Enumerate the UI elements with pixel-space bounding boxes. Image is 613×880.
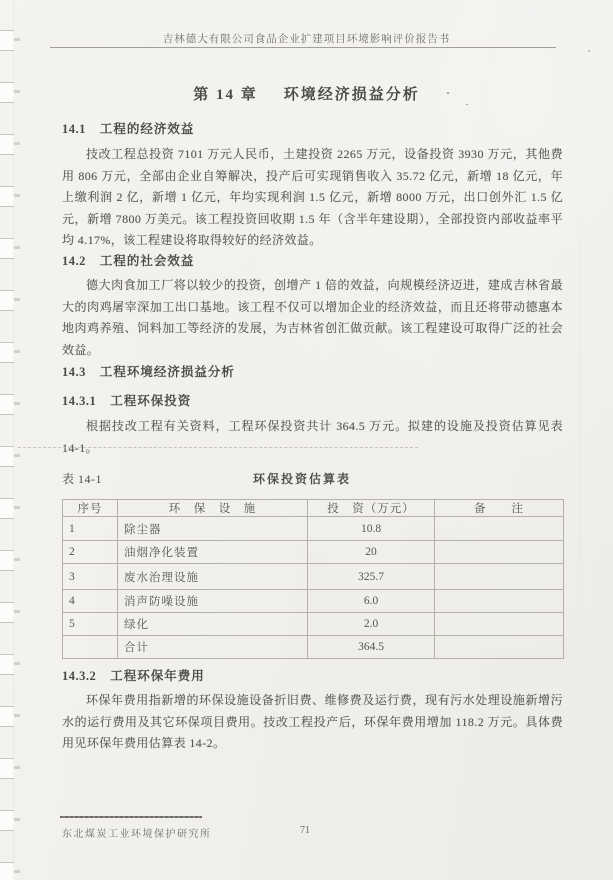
paragraph-economic-benefit: 技改工程总投资 7101 万元人民币，土建投资 2265 万元，设备投资 3930 万元，其他费用 806 万元，全部由企业自筹解决，投产后可实现销售收入 35.72 亿元，新增 18 亿元，年上缴利润 2 亿，新增 1 亿元，年均实现利润 1.5 亿元，新增 8000 万元，出口创外汇 1.5 亿元，新增 7800 万美元。该工程投资回收期 1.5 年（含半年建设期），全部投资内部收益率平均 4.17%，该工程建设将取得较好的经济效益。 [62,147,563,247]
running-header: 吉林德大有限公司食品企业扩建项目环境影响评价报告书 [162,34,451,45]
section-heading-14-3-2 [62,666,563,684]
section-title: 工程环保投资 [110,394,192,408]
table-total-row [63,636,564,659]
cell-no: 5 [63,613,118,636]
section-number: 14.3.1 [62,394,97,408]
section-heading-14-3-1 [62,391,563,409]
paragraph-env-investment: 根据技改工程有关资料，工程环保投资共计 364.5 万元。拟建的设施及投资估算见表 14-1。 [62,419,563,455]
cell-no: 1 [63,517,118,541]
col-header-facility: 环 保 设 施 [118,500,308,517]
section-title: 工程环保年费用 [110,669,205,683]
table-caption: 环保投资估算表 [252,472,351,486]
section-heading-14-1 [62,119,563,137]
cell-investment: 325.7 [308,564,435,590]
section-heading-14-2 [62,251,563,269]
col-header-investment: 投 资（万元） [308,500,435,517]
cell-investment: 2.0 [308,613,435,636]
table-caption-row [62,470,563,486]
binding-holes-artifact [0,0,14,880]
cell-facility: 油烟净化装置 [118,541,308,564]
footer-rule [60,816,202,818]
cell-investment: 6.0 [308,590,435,613]
col-header-note: 备 注 [435,500,564,517]
paragraph-annual-cost: 环保年费用指新增的环保设施设备折旧费、维修费及运行费，现有污水处理设施新增污水的运行费用及其它环保项目费用。技改工程投产后，环保年费用增加 118.2 万元。具体费用见环保年费用估算表 14-2。 [62,693,563,750]
cell-no: 2 [63,541,118,564]
cell-investment: 10.8 [308,517,435,541]
cell-investment: 20 [308,541,435,564]
col-header-no: 序号 [63,500,118,517]
chapter-number: 第 14 章 [193,87,258,103]
cell-investment: 364.5 [308,636,435,659]
chapter-name: 环境经济损益分析 [283,87,420,103]
footer-organization: 东北煤炭工业环境保护研究所 [62,829,212,840]
chapter-title [0,83,613,104]
scan-speck [588,50,590,52]
section-number: 14.3 [62,365,86,379]
section-number: 14.1 [62,122,86,136]
scan-crease-artifact [580,120,581,680]
cell-facility: 废水治理设施 [118,564,308,590]
section-title: 工程的社会效益 [99,254,195,268]
table-row [63,613,564,636]
header-rule [50,47,556,48]
section-title: 工程环境经济损益分析 [99,365,235,379]
cell-note [435,517,564,541]
scan-dashed-line-artifact [18,447,418,448]
cell-no: 4 [63,590,118,613]
section-number: 14.3.2 [62,669,97,683]
cell-facility: 消声防噪设施 [118,590,308,613]
table-row [63,564,564,590]
scan-speck [466,104,468,105]
table-row [63,517,564,541]
page-number: 71 [300,825,310,836]
section-number: 14.2 [62,254,86,268]
table-header-row [63,500,564,517]
cell-facility: 绿化 [118,613,308,636]
cell-note [435,564,564,590]
table-label: 表 14-1 [62,472,102,486]
section-heading-14-3 [62,362,563,380]
binding-tick-marks-artifact [14,0,20,880]
cell-no [63,636,118,659]
cell-no: 3 [63,564,118,590]
cell-note [435,613,564,636]
investment-table [62,499,564,659]
table-row [63,590,564,613]
cell-note [435,636,564,659]
table-row [63,541,564,564]
cell-facility: 合计 [118,636,308,659]
section-title: 工程的经济效益 [99,122,195,136]
paragraph-social-benefit: 德大肉食加工厂将以较少的投资，创增产 1 倍的效益，向规模经济迈进，建成吉林省最大的肉鸡屠宰深加工出口基地。该工程不仅可以增加企业的经济效益，而且还将带动德惠本地肉鸡养殖、饲料加工等经济的发展，为吉林省创汇做贡献。该工程建设可取得广泛的社会效益。 [62,278,563,357]
cell-note [435,541,564,564]
cell-note [435,590,564,613]
cell-facility: 除尘器 [118,517,308,541]
